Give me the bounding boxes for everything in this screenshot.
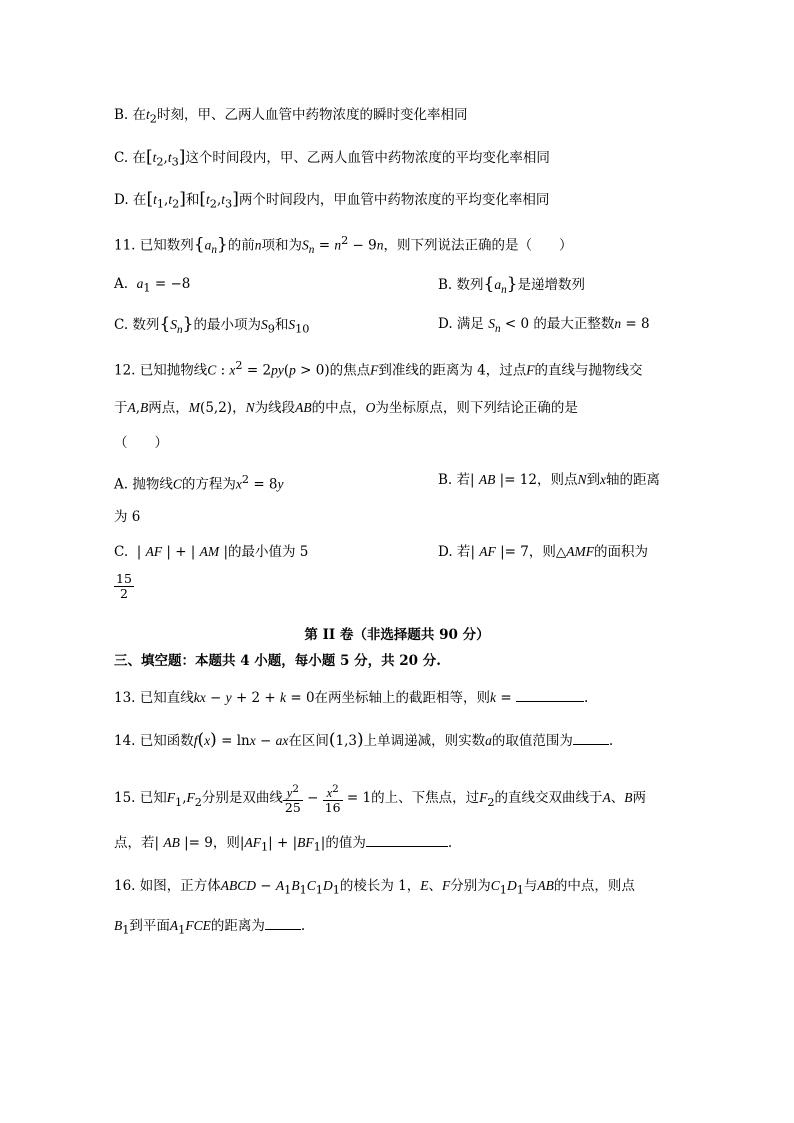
q16-answer-blank[interactable] — [265, 917, 301, 930]
q12-option-d: D. 若| AF |= 7，则△AMF的面积为 — [438, 544, 648, 560]
q10-option-b: B. 在$t_2$时刻，甲、乙两人血管中药物浓度的瞬时变化率相同 — [114, 107, 468, 126]
section-3-instructions: 三、填空题：本题共 4 小题，每小题 5 分，共 20 分. — [114, 653, 441, 669]
q12-stem-line2: 于A,B两点，M(5,2)，N为线段AB的中点，O为坐标原点，则下列结论正确的是 — [114, 400, 578, 416]
q10-option-d: D. 在$[t_1,t_2]$和$[t_2,t_3]$两个时间段内，甲血管中药物浓度的平均变化率相同 — [114, 189, 550, 211]
q12-option-a: A. 抛物线C的方程为$x^2 = 8y$ — [114, 473, 284, 493]
q15-line1: 15. 已知$F_1,F_2$分别是双曲线 $\frac{y^2}{25}$ − $\frac{x^2}{16}$ = 1的上、下焦点，过$F_2$的直线交双曲线于A、B两 — [114, 783, 647, 816]
q15-answer-blank[interactable] — [366, 834, 448, 847]
q16-line1: 16. 如图，正方体ABCD − $A_1B_1C_1D_1$的棱长为 1，E、F分别为$C_1D_1$与AB的中点，则点 — [114, 878, 635, 897]
q13: 13. 已知直线kx − y + 2 + k = 0在两坐标轴上的截距相等，则k = . — [114, 690, 589, 706]
q13-answer-blank[interactable] — [516, 689, 584, 702]
q12-option-d-fraction: $\frac{15}{2}$ — [116, 571, 132, 601]
section-title: 第 II 卷（非选择题共 90 分） — [304, 627, 490, 643]
q11-option-d: D. 满足 $S_n < 0$ 的最大正整数n = 8 — [438, 316, 650, 335]
q12-option-b: B. 若| AB |= 12，则点N到x轴的距离 — [438, 472, 660, 488]
q12-answer-bracket: （ ） — [114, 435, 168, 451]
q14-answer-blank[interactable] — [573, 732, 609, 745]
q12-option-c: C. | AF | + | AM |的最小值为 5 — [114, 544, 309, 560]
q11-option-a: A. $a_1 = -8$ — [114, 276, 191, 295]
q11-stem: 11. 已知数列$\{a_n\}$的前n项和为$S_n = n^2 - 9n$，则下列说法正确的是（ ） — [114, 234, 573, 257]
q12-stem-line1: 12. 已知抛物线C : $x^2 = 2py(p > 0)$的焦点F到准线的距离为 4，过点F的直线与抛物线交 — [114, 359, 643, 379]
q14: 14. 已知函数f(x) = lnx − ax在区间(1,3)上单调递减，则实数a的取值范围为 . — [114, 730, 614, 750]
q11-option-c: C. 数列$\{S_n\}$的最小项为$S_9$和$S_{10}$ — [114, 314, 310, 336]
q10-option-c: C. 在$[t_2,t_3]$这个时间段内，甲、乙两人血管中药物浓度的平均变化率相同 — [114, 147, 550, 169]
q15-line2: 点，若| AB |= 9，则$|AF_1| + |BF_1|$的值为 . — [114, 835, 453, 854]
q11-option-b: B. 数列$\{a_n\}$是递增数列 — [438, 274, 586, 296]
q16-line2: $B_1$到平面$A_1FCE$的距离为 . — [114, 918, 306, 937]
q12-option-b-continued: 为 6 — [114, 509, 141, 525]
